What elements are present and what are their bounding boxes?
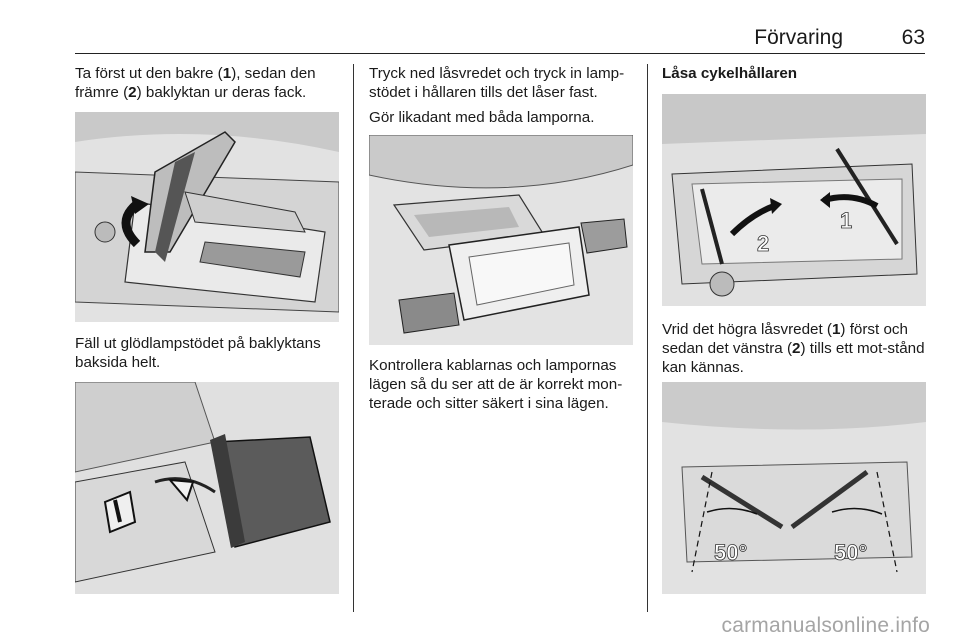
instruction-remove-lamps: Ta först ut den bakre (1), sedan den främre (2) baklyktan ur deras fack.: [75, 65, 316, 101]
instruction-fold-out: Fäll ut glödlampstödet på baklyktans baksida helt.: [75, 335, 321, 371]
angle-label-left: 50°: [714, 540, 748, 565]
page-number: 63: [901, 26, 925, 49]
angle-label-right: 50°: [834, 540, 868, 565]
instruction-turn-knobs: Vrid det högra låsvredet (1) först och sedan det vänstra (2) tills ett mot-stånd kan kännas.: [662, 321, 925, 376]
page-header: [75, 22, 925, 50]
column-3: [662, 64, 926, 89]
illustration-insert-lamp: [369, 135, 633, 345]
column-2-lower: [369, 356, 633, 419]
watermark: carmanualsonline.info: [721, 614, 930, 637]
column-1-lower: [75, 334, 341, 378]
callout-1: 1: [840, 208, 853, 233]
column-3-lower: [662, 320, 926, 383]
column-1: [75, 64, 341, 108]
column-divider-2: [647, 64, 648, 612]
illustration-turn-lock-knobs: [662, 94, 926, 306]
instruction-check-cables: Kontrollera kablarnas och lampornas lägen så du ser att de är korrekt mon-terade och sitter säkert i sina lägen.: [369, 357, 623, 412]
column-divider-1: [353, 64, 354, 612]
section-heading-lock-bike-carrier: Låsa cykelhållaren: [662, 65, 798, 82]
instruction-repeat: Gör likadant med båda lamporna.: [369, 109, 595, 126]
illustration-knob-angle: [662, 382, 926, 594]
column-2: [369, 64, 633, 133]
illustration-remove-lamp: [75, 112, 339, 322]
section-title: Förvaring: [754, 26, 843, 49]
callout-2: 2: [757, 231, 770, 256]
header-rule: [75, 53, 925, 55]
illustration-fold-out-holder: [75, 382, 339, 594]
instruction-press-lock: Tryck ned låsvredet och tryck in lamp-stödet i hållaren tills det låser fast.: [369, 65, 625, 101]
